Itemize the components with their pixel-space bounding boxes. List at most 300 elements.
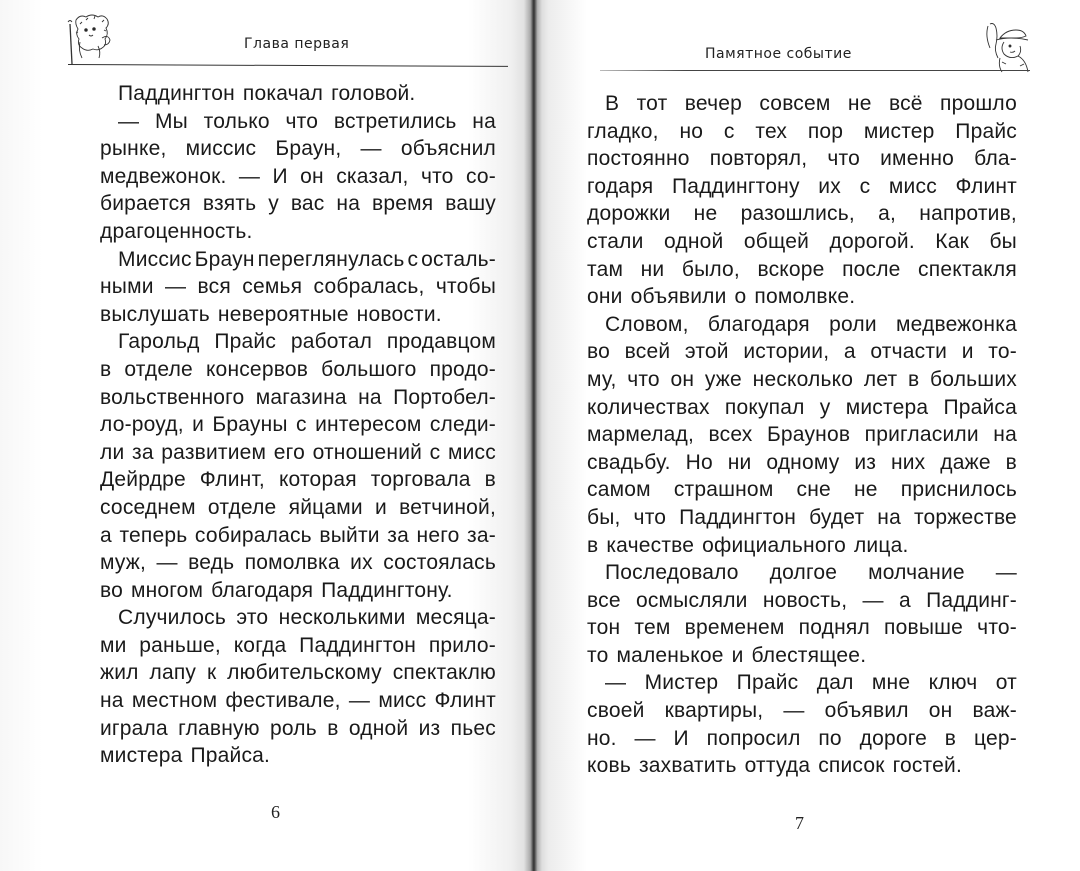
word: на <box>358 385 382 409</box>
word: многом <box>130 578 204 602</box>
word: Прайса. <box>190 744 271 768</box>
word: молчание <box>868 561 965 585</box>
word: Паддингтон <box>679 505 797 529</box>
word: торговала <box>370 468 471 492</box>
text-line <box>100 301 496 329</box>
text-line <box>100 577 496 605</box>
word: совсем <box>759 92 831 115</box>
word: мне <box>871 671 911 695</box>
text-line <box>587 421 1017 449</box>
word: вскоре <box>757 257 825 281</box>
text-line <box>587 283 1017 311</box>
word: со- <box>465 164 496 188</box>
word: помолвка <box>244 551 340 575</box>
word: из <box>418 716 441 740</box>
word: уже <box>704 367 742 391</box>
word: Прайса <box>943 395 1017 419</box>
text-line <box>100 328 496 356</box>
word: продавцом <box>386 330 496 354</box>
word: а <box>100 523 112 547</box>
word: бирается <box>100 192 191 216</box>
word: а <box>898 588 911 612</box>
word: то <box>587 643 609 667</box>
word: одному <box>766 450 840 474</box>
word: он <box>670 367 695 391</box>
word: его <box>273 440 305 464</box>
word: он <box>928 699 953 723</box>
word: Портобел- <box>393 385 496 409</box>
word: рынке, <box>100 137 167 161</box>
word: больших <box>930 367 1017 391</box>
word: него <box>416 523 460 547</box>
word: Брауны <box>212 413 288 437</box>
word: вашу <box>445 192 496 216</box>
word: продо- <box>429 357 496 381</box>
paragraph <box>100 80 496 108</box>
word: но. <box>587 726 617 750</box>
word: головой. <box>331 82 416 105</box>
word: Флинт <box>434 689 496 713</box>
bear-with-stick-icon <box>64 10 124 64</box>
bear-in-hat-waving-icon <box>980 22 1038 74</box>
word: осмысляли <box>635 588 748 612</box>
text-line <box>100 108 496 136</box>
word: Прайс <box>736 671 799 695</box>
word: ли <box>100 440 125 464</box>
word: не <box>854 478 878 502</box>
word: в <box>484 468 496 492</box>
word: благодаря <box>707 312 810 336</box>
text-line <box>587 145 1017 173</box>
word: их <box>350 551 373 575</box>
word: страшном <box>673 478 774 502</box>
word: не <box>693 202 718 226</box>
word: миссис <box>185 137 257 161</box>
word: их <box>818 174 841 198</box>
word: яйцами <box>288 495 363 519</box>
text-line <box>587 614 1017 642</box>
word: пор <box>807 119 844 143</box>
word: в <box>1005 450 1017 474</box>
word: прило- <box>428 633 496 657</box>
word: Мы <box>154 109 188 133</box>
text-line <box>100 356 496 384</box>
word: у <box>819 395 831 419</box>
word: Прайс <box>955 119 1017 143</box>
word: у <box>268 192 279 216</box>
word: семья <box>242 275 303 299</box>
word: большого <box>321 357 417 381</box>
word: с <box>723 119 735 143</box>
text-line <box>587 752 1017 780</box>
word: Случилось <box>118 606 226 630</box>
text-line <box>587 449 1017 477</box>
word: вас <box>290 192 325 216</box>
text-line <box>100 687 496 715</box>
word: Флинт, <box>199 468 265 492</box>
text-line <box>587 669 1017 697</box>
word: поднял <box>798 616 870 640</box>
word: блестящее. <box>751 643 867 667</box>
word: благодаря <box>211 578 314 602</box>
word: во <box>587 340 610 364</box>
word: новости. <box>356 302 442 326</box>
word: местном <box>131 689 218 713</box>
text-line <box>100 549 496 577</box>
text-line <box>100 715 496 743</box>
word: в <box>100 357 112 381</box>
word: список <box>818 754 885 778</box>
text-line <box>587 228 1017 256</box>
word: за <box>387 523 409 547</box>
word: И <box>272 164 288 188</box>
word: — <box>634 726 656 750</box>
word: Браунов <box>766 423 851 447</box>
word: сне <box>796 478 831 502</box>
word: что <box>633 505 667 529</box>
text-line <box>587 118 1017 146</box>
word: главную <box>178 716 260 740</box>
word: в <box>908 367 920 391</box>
header-rule <box>600 70 1030 71</box>
word: Паддинг- <box>926 588 1017 612</box>
word: он <box>300 164 324 188</box>
text-line <box>587 200 1017 228</box>
paragraph <box>100 328 496 604</box>
text-line <box>100 632 496 660</box>
word: на <box>472 109 496 133</box>
word: не <box>847 92 872 115</box>
text-line <box>100 466 496 494</box>
word: — <box>118 109 140 133</box>
word: приснилось <box>900 478 1017 502</box>
word: мистер <box>863 119 935 143</box>
word: все <box>587 588 621 612</box>
word: напротив, <box>919 202 1017 226</box>
word: Гарольд <box>118 330 200 354</box>
word: Мистер <box>644 671 719 695</box>
word: собралась, <box>313 275 425 299</box>
word: оттуда <box>744 754 811 778</box>
text-line <box>100 494 496 522</box>
word: мисс <box>447 440 496 464</box>
word: мистера <box>100 744 183 768</box>
word: но <box>679 119 704 143</box>
word: собиралась <box>194 523 312 547</box>
word: переглянулась <box>257 247 405 271</box>
word: покупал <box>724 395 805 419</box>
word: лапу <box>149 661 197 685</box>
word: после <box>842 257 901 281</box>
paragraph <box>587 559 1017 669</box>
word: вольственного <box>100 385 245 409</box>
word: они <box>587 285 623 309</box>
word: в <box>327 716 339 740</box>
word: на <box>336 192 361 216</box>
word: одной <box>663 229 724 253</box>
word: фестивале, <box>225 689 341 713</box>
word: мисс <box>378 689 427 713</box>
word: важ- <box>972 699 1017 723</box>
text-line <box>100 604 496 632</box>
word: на <box>877 505 901 529</box>
word: маленькое <box>616 643 724 667</box>
text-line <box>100 246 496 274</box>
running-title: Памятное событие <box>705 46 852 62</box>
word: по <box>818 726 842 750</box>
word: захватить <box>638 754 737 778</box>
paragraph <box>587 90 1017 311</box>
text-line <box>587 725 1017 753</box>
text-line <box>587 173 1017 201</box>
word: роль <box>270 716 317 740</box>
word: ными <box>100 275 154 299</box>
word: даже <box>940 450 991 474</box>
word: что <box>627 367 660 391</box>
word: отчасти <box>870 340 948 364</box>
word: объявил <box>824 699 909 723</box>
word: разошлись, <box>740 202 855 226</box>
book-spine-gutter <box>524 0 542 871</box>
word: мистера <box>845 395 929 419</box>
body-text <box>100 80 496 770</box>
word: своей <box>587 699 645 723</box>
word: свадьбу. <box>587 450 671 474</box>
text-line <box>587 311 1017 339</box>
paragraph <box>587 669 1017 779</box>
word: жил <box>100 661 139 685</box>
word: постоянно <box>587 147 690 171</box>
word: о <box>734 285 747 309</box>
word: раньше, <box>139 633 221 657</box>
word: — <box>165 275 187 299</box>
word: интересом <box>315 413 422 437</box>
text-line <box>100 659 496 687</box>
word: с <box>407 247 419 271</box>
text-line <box>100 439 496 467</box>
word: Флинт <box>955 174 1017 198</box>
word: — <box>360 137 382 161</box>
word: вся <box>197 275 231 299</box>
text-line <box>587 394 1017 422</box>
word: было, <box>681 257 740 281</box>
word: и <box>961 340 974 364</box>
word: спектаклю <box>392 661 496 685</box>
word: встретились <box>333 109 457 133</box>
word: бы <box>989 229 1017 253</box>
text-line <box>587 366 1017 394</box>
word: истории, <box>743 340 830 364</box>
word: за- <box>467 523 496 547</box>
word: выйти <box>319 523 380 547</box>
word: Браун <box>194 247 255 271</box>
word: отделе <box>207 495 277 519</box>
page-number: 7 <box>795 813 804 833</box>
word: Как <box>935 229 969 253</box>
word: это <box>236 606 269 630</box>
word: качестве <box>606 533 695 557</box>
word: лет <box>863 367 898 391</box>
word: — <box>605 671 627 695</box>
paragraph <box>587 311 1017 559</box>
right-page <box>532 0 1080 871</box>
word: что <box>420 164 454 188</box>
text-line <box>100 273 496 301</box>
word: медвежонка <box>896 312 1017 336</box>
word: а, <box>878 202 897 226</box>
word: мисс <box>888 174 937 198</box>
word: Миссис <box>118 247 192 271</box>
word: что <box>827 147 861 171</box>
text-line <box>587 504 1017 532</box>
right-page-header <box>600 0 1040 70</box>
word: квартиры, <box>664 699 764 723</box>
word: — <box>862 588 884 612</box>
word: попросил <box>706 726 801 750</box>
word: В <box>605 92 620 115</box>
word: торжестве <box>913 505 1017 529</box>
word: которая <box>278 468 357 492</box>
word: долгое <box>769 561 838 585</box>
word: любительскому <box>227 661 382 685</box>
word: объявили <box>630 285 727 309</box>
word: выслушать <box>100 302 210 326</box>
word: пригласили <box>864 423 979 447</box>
word: сказал, <box>336 164 409 188</box>
word: повторял, <box>709 147 808 171</box>
word: чтобы <box>435 275 496 299</box>
word: общей <box>743 229 810 253</box>
word: на <box>993 423 1017 447</box>
word: ковь <box>587 754 631 778</box>
text-line <box>587 559 1017 587</box>
word: помолвке. <box>754 285 856 309</box>
word: играла <box>100 716 168 740</box>
word: вечер <box>684 92 742 115</box>
word: мармелад, <box>587 423 695 447</box>
word: временем <box>684 616 785 640</box>
word: ни <box>640 257 665 281</box>
body-text <box>587 90 1017 780</box>
word: всех <box>708 423 753 447</box>
paragraph <box>100 108 496 246</box>
word: драгоценность. <box>100 219 253 243</box>
word: одной <box>348 716 409 740</box>
word: из <box>854 450 877 474</box>
word: Но <box>685 450 713 474</box>
text-line <box>587 697 1017 725</box>
text-line <box>587 476 1017 504</box>
word: покачал <box>242 82 324 105</box>
word: несколькими <box>278 606 406 630</box>
word: ми <box>100 633 127 657</box>
left-page <box>0 0 532 871</box>
word: то- <box>988 340 1017 364</box>
word: годаря <box>587 174 654 198</box>
word: и <box>375 495 387 519</box>
word: дал <box>816 671 854 695</box>
text-line <box>100 190 496 218</box>
word: что- <box>977 616 1017 640</box>
word: ведь <box>188 551 235 575</box>
word: там <box>587 257 624 281</box>
text-line <box>587 532 1017 560</box>
text-line <box>100 411 496 439</box>
word: спектакля <box>918 257 1017 281</box>
word: — <box>995 561 1017 585</box>
word: гладко, <box>587 119 659 143</box>
word: только <box>203 109 270 133</box>
word: пьес <box>450 716 496 740</box>
word: следи- <box>429 413 496 437</box>
word: во <box>100 578 123 602</box>
word: ни <box>727 450 752 474</box>
word: муж, <box>100 551 147 575</box>
paragraph <box>100 604 496 770</box>
word: с <box>859 174 871 198</box>
word: гостей. <box>892 754 962 778</box>
text-line <box>100 522 496 550</box>
running-title: Глава первая <box>244 36 350 52</box>
word: лица. <box>853 533 909 557</box>
word: работал <box>290 330 373 354</box>
word: соседнем <box>100 495 196 519</box>
text-line <box>100 163 496 191</box>
word: — <box>238 164 261 188</box>
word: всей <box>624 340 671 364</box>
word: Паддингтон <box>118 82 235 105</box>
word: на <box>100 689 124 713</box>
word: с <box>296 413 307 437</box>
word: в <box>587 533 599 557</box>
word: Прайс <box>214 330 277 354</box>
word: невероятные <box>217 302 349 326</box>
text-line <box>587 90 1017 118</box>
word: повыше <box>884 616 964 640</box>
word: состоялась <box>383 551 496 575</box>
word: ключ <box>928 671 978 695</box>
text-line <box>587 256 1017 284</box>
word: Паддингтону <box>672 174 800 198</box>
word: Словом, <box>605 312 689 336</box>
word: тех <box>755 119 788 143</box>
word: ветчиной, <box>399 495 496 519</box>
word: что <box>285 109 319 133</box>
word: цер- <box>973 726 1017 750</box>
page-number: 6 <box>271 802 280 822</box>
text-line <box>100 742 496 770</box>
text-line <box>587 587 1017 615</box>
header-rule <box>68 64 508 67</box>
text-line <box>100 218 496 246</box>
word: консервов <box>205 357 309 381</box>
word: прошло <box>940 92 1017 115</box>
word: Последовало <box>605 561 739 585</box>
word: теперь <box>119 523 188 547</box>
left-page-header <box>68 0 508 70</box>
word: И <box>673 726 689 750</box>
word: когда <box>233 633 287 657</box>
word: объяснил <box>400 137 496 161</box>
word: всё <box>888 92 923 115</box>
word: время <box>371 192 434 216</box>
word: магазина <box>255 385 347 409</box>
word: осталь- <box>421 247 496 271</box>
word: медвежонок. <box>100 164 227 188</box>
word: отношений <box>312 440 423 464</box>
word: роли <box>829 312 877 336</box>
word: от <box>995 671 1017 695</box>
